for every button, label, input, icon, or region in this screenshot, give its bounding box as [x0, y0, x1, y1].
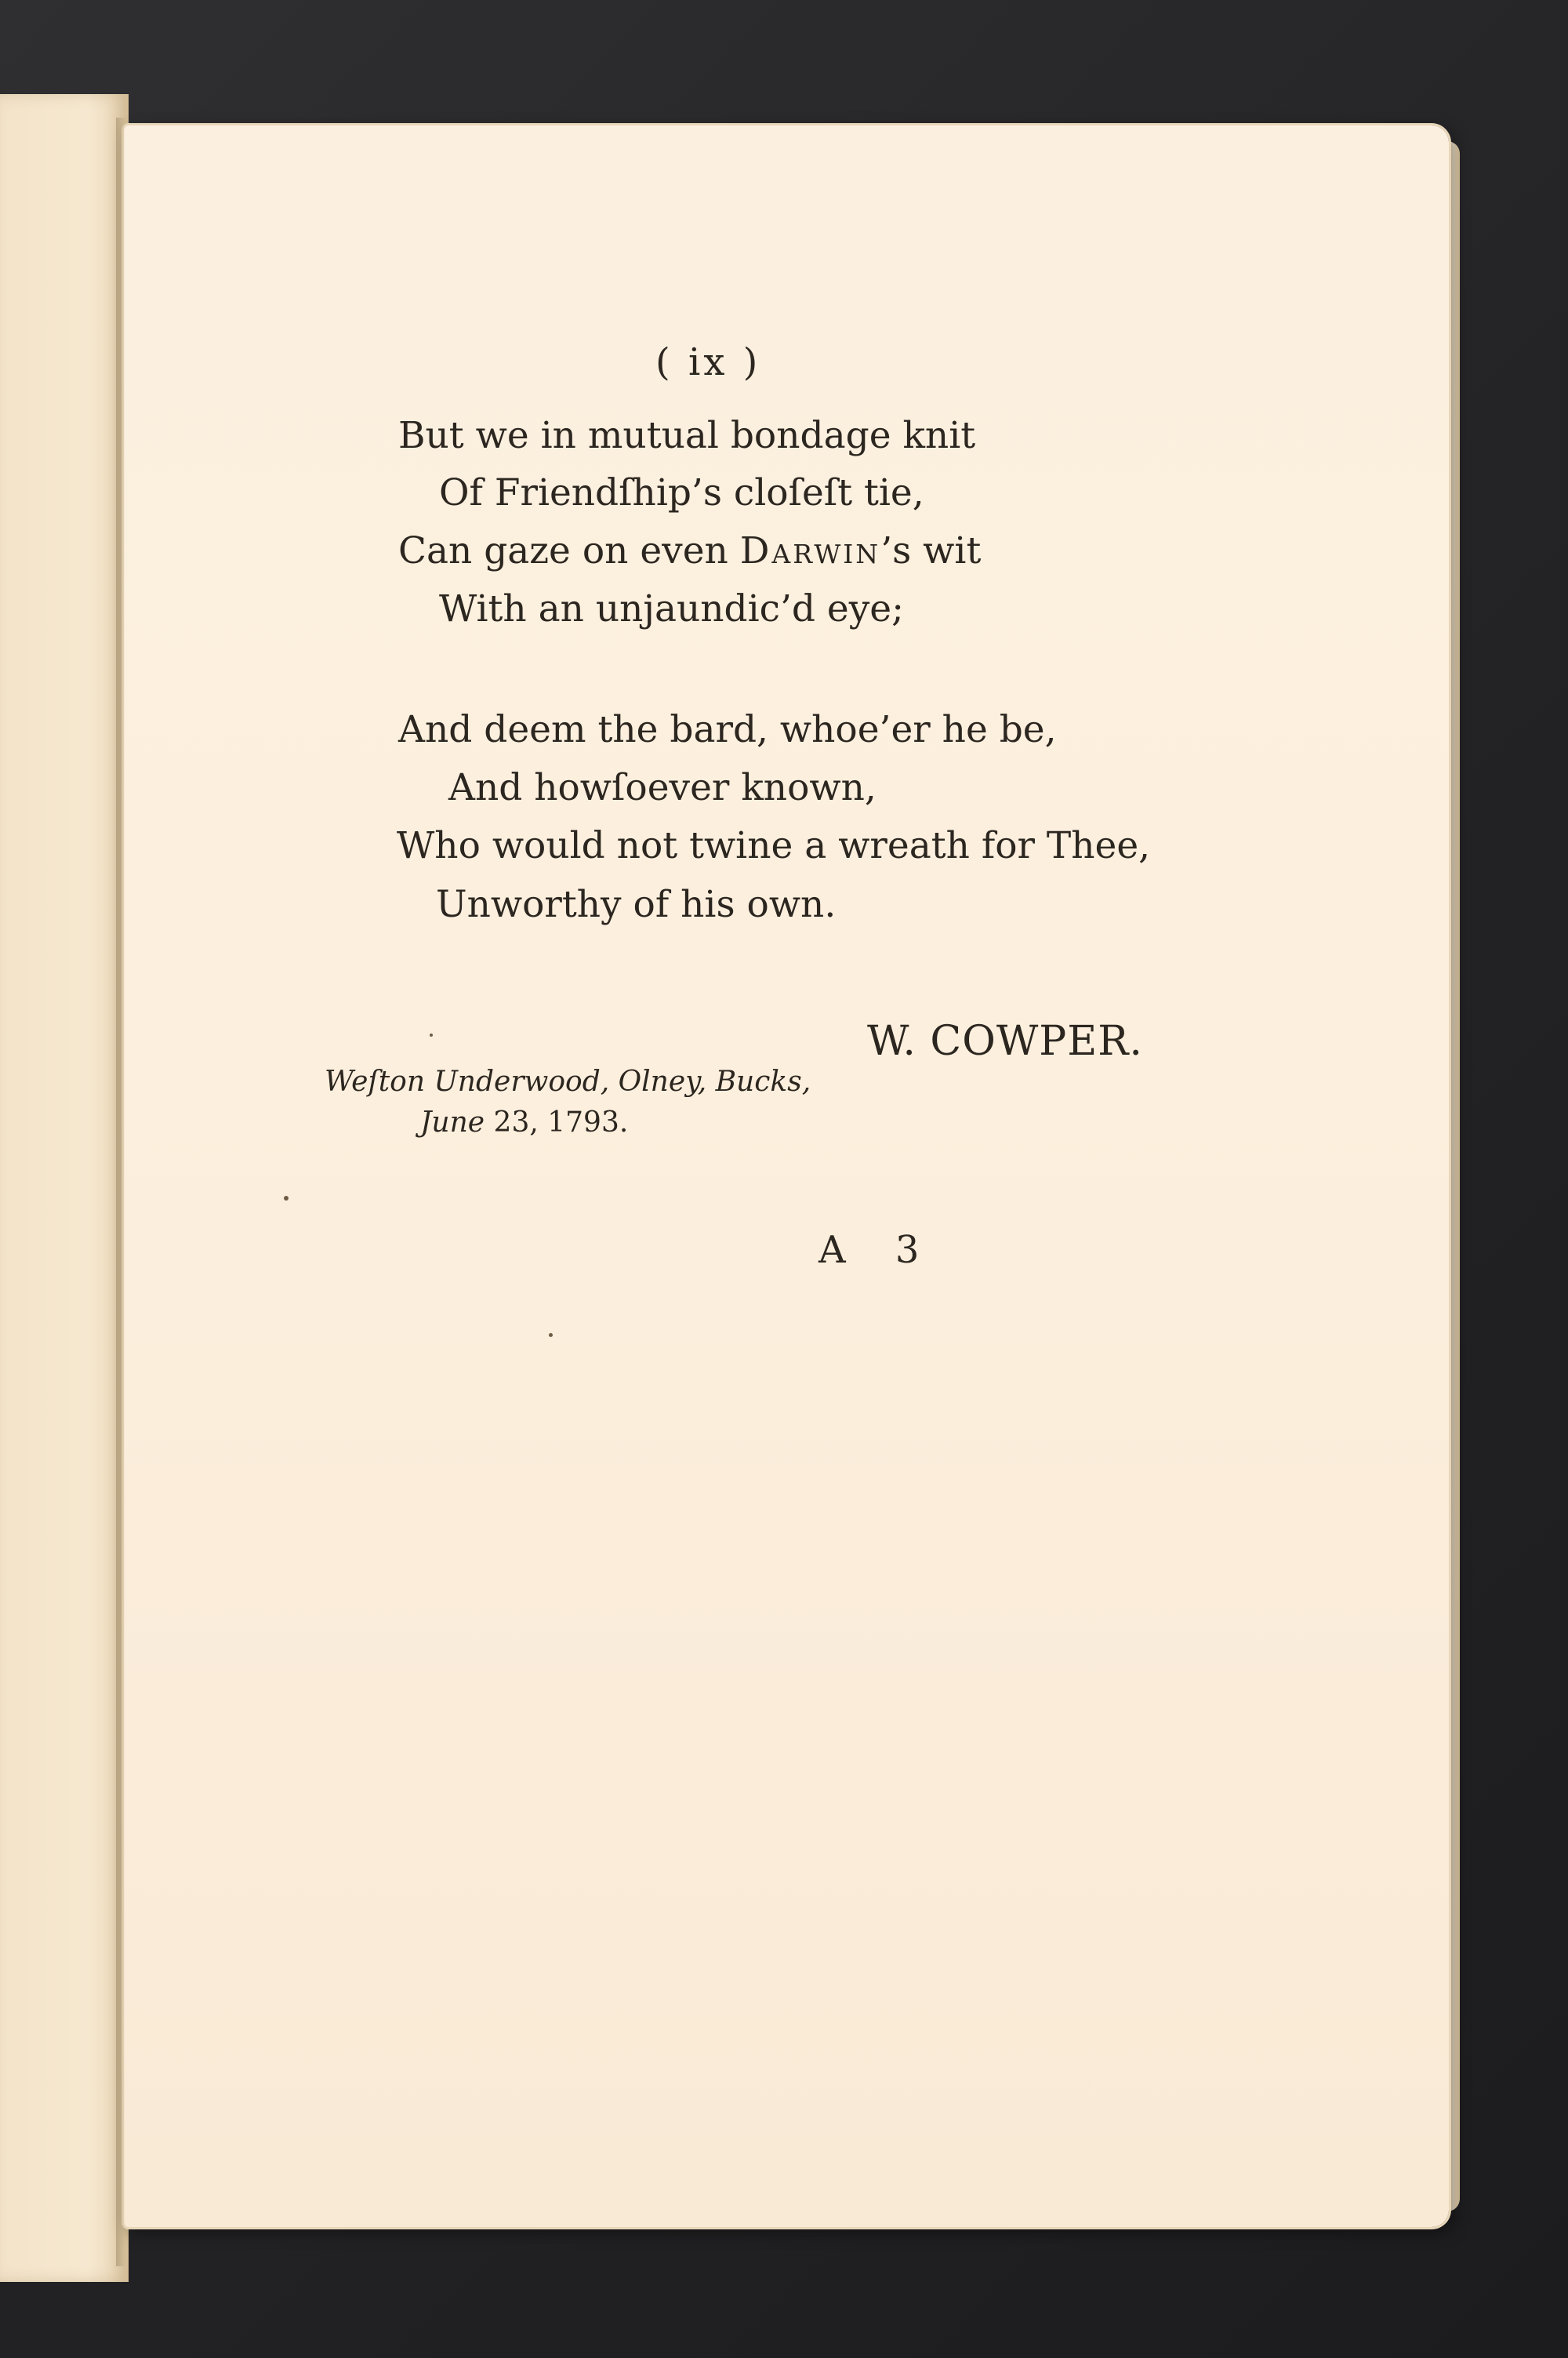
- verse-line: [439, 471, 924, 514]
- verse-line-text: And deem the bard, whoe’er he be,: [398, 708, 1057, 751]
- place-line: Weſton Underwood, Olney, Bucks,: [325, 1066, 811, 1098]
- printer-signature-mark: A 3: [818, 1228, 938, 1272]
- verse-line: [439, 587, 904, 630]
- page-number-header: ( ix ): [655, 340, 761, 384]
- verse-line-text: Who would not twine a wreath for Thee,: [397, 824, 1151, 867]
- verse-line-text: ’s wit: [880, 529, 982, 572]
- left-page-sliver: [0, 94, 127, 2282]
- paper-speck: [549, 1333, 553, 1337]
- verse-line: [397, 824, 1151, 867]
- book-gutter: [116, 118, 125, 2266]
- verse-line-text: Of Friendſhip’s cloſeſt tie,: [439, 471, 924, 514]
- date-month: June: [420, 1106, 485, 1139]
- verse-line-text: With an unjaundic’d eye;: [439, 587, 904, 630]
- darwin-name: Darwin: [739, 529, 881, 572]
- verse-line-text: And howſoever known,: [448, 766, 877, 809]
- verse-line-text: Can gaze on even: [398, 529, 740, 572]
- verse-line: [448, 766, 877, 809]
- verse-line: [436, 883, 837, 926]
- verse-line-text: But we in mutual bondage knit: [398, 414, 976, 457]
- date-line: [420, 1106, 629, 1139]
- author-signature: W. COWPER.: [867, 1018, 1143, 1065]
- verse-line: [398, 708, 1057, 751]
- paper-speck: [284, 1196, 289, 1201]
- verse-line: [398, 414, 976, 457]
- paper-speck: [430, 1034, 433, 1037]
- date-day-year: 23, 1793.: [485, 1106, 629, 1139]
- verse-line: [398, 529, 982, 572]
- verse-line-text: Unworthy of his own.: [436, 883, 837, 926]
